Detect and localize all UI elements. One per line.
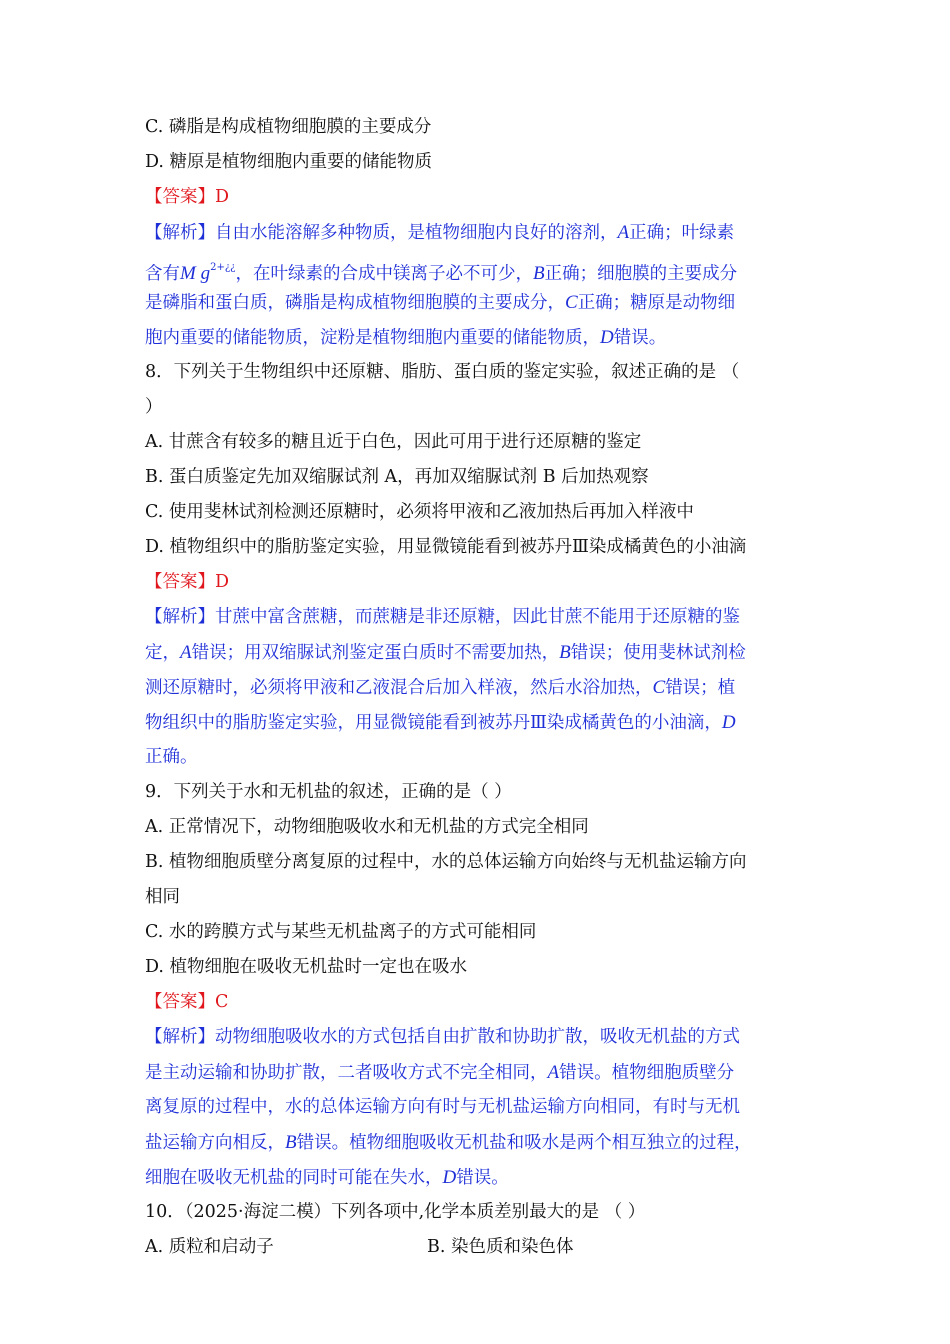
q8-option-c: C. 使用斐林试剂检测还原糖时，必须将甲液和乙液加热后再加入样液中 bbox=[145, 502, 694, 522]
q9-option-c: C. 水的跨膜方式与某些无机盐离子的方式可能相同 bbox=[145, 922, 537, 942]
q9-explanation-line-2: 是主动运输和协助扩散，二者吸收方式不完全相同，A错误。植物细胞质壁分 bbox=[145, 1062, 735, 1083]
q7-explanation-line-2: 含有M $g^{2+¿¿}$，在叶绿素的合成中镁离子必不可少，B正确；细胞膜的主要成分 bbox=[145, 262, 738, 284]
q7-option-d: D. 糖原是植物细胞内重要的储能物质 bbox=[145, 152, 433, 172]
q9-option-b-line-1: B. 植物细胞质壁分离复原的过程中，水的总体运输方向始终与无机盐运输方向 bbox=[145, 852, 747, 872]
q10-option-a: A. 质粒和启动子 bbox=[145, 1237, 274, 1257]
q8-explanation-line-3: 测还原糖时，必须将甲液和乙液混合后加入样液，然后水浴加热，C错误；植 bbox=[145, 677, 736, 698]
q10-option-b: B. 染色质和染色体 bbox=[427, 1237, 574, 1257]
q8-stem-line-1: 8．下列关于生物组织中还原糖、脂肪、蛋白质的鉴定实验，叙述正确的是 （ bbox=[145, 362, 740, 382]
q9-explanation-line-4: 盐运输方向相反，B错误。植物细胞吸收无机盐和吸水是两个相互独立的过程， bbox=[145, 1132, 752, 1153]
q7-explanation-line-3: 是磷脂和蛋白质，磷脂是构成植物细胞膜的主要成分，C正确；糖原是动物细 bbox=[145, 292, 736, 313]
q7-explanation-line-4: 胞内重要的储能物质，淀粉是植物细胞内重要的储能物质，D错误。 bbox=[145, 327, 667, 348]
q10-options-row-1 bbox=[145, 1230, 810, 1265]
q8-stem-line-2: ） bbox=[145, 397, 163, 417]
q9-option-b-line-2: 相同 bbox=[145, 887, 180, 907]
q7-option-c: C. 磷脂是构成植物细胞膜的主要成分 bbox=[145, 117, 432, 137]
q8-answer: 【答案】D bbox=[145, 572, 230, 592]
q8-option-b: B. 蛋白质鉴定先加双缩脲试剂 A，再加双缩脲试剂 B 后加热观察 bbox=[145, 467, 649, 487]
q9-explanation-line-3: 离复原的过程中，水的总体运输方向有时与无机盐运输方向相同，有时与无机 bbox=[145, 1097, 740, 1117]
document-page bbox=[145, 110, 810, 1265]
q9-explanation-line-5: 细胞在吸收无机盐的同时可能在失水，D错误。 bbox=[145, 1167, 509, 1188]
q9-option-d: D. 植物细胞在吸收无机盐时一定也在吸水 bbox=[145, 957, 468, 977]
q8-explanation-line-5: 正确。 bbox=[145, 747, 198, 767]
q7-explanation-line-1: 【解析】自由水能溶解多种物质，是植物细胞内良好的溶剂，A正确；叶绿素 bbox=[145, 222, 735, 243]
q8-explanation-line-1: 【解析】甘蔗中富含蔗糖，而蔗糖是非还原糖，因此甘蔗不能用于还原糖的鉴 bbox=[145, 607, 740, 627]
q9-explanation-line-1: 【解析】动物细胞吸收水的方式包括自由扩散和协助扩散，吸收无机盐的方式 bbox=[145, 1027, 740, 1047]
q7-answer: 【答案】D bbox=[145, 187, 230, 207]
q9-stem: 9．下列关于水和无机盐的叙述，正确的是（ ） bbox=[145, 782, 512, 802]
q9-answer: 【答案】C bbox=[145, 992, 229, 1012]
q8-option-a: A. 甘蔗含有较多的糖且近于白色，因此可用于进行还原糖的鉴定 bbox=[145, 432, 642, 452]
q10-stem: 10．（2025·海淀二模）下列各项中,化学本质差别最大的是 （ ） bbox=[145, 1202, 646, 1222]
mg-ion-formula: M g bbox=[180, 263, 211, 284]
q8-explanation-line-4: 物组织中的脂肪鉴定实验，用显微镜能看到被苏丹Ⅲ染成橘黄色的小油滴，D bbox=[145, 712, 736, 733]
q9-option-a: A. 正常情况下，动物细胞吸收水和无机盐的方式完全相同 bbox=[145, 817, 589, 837]
q8-option-d: D. 植物组织中的脂肪鉴定实验，用显微镜能看到被苏丹Ⅲ染成橘黄色的小油滴 bbox=[145, 537, 747, 557]
q8-explanation-line-2: 定，A错误；用双缩脲试剂鉴定蛋白质时不需要加热，B错误；使用斐林试剂检 bbox=[145, 642, 746, 663]
